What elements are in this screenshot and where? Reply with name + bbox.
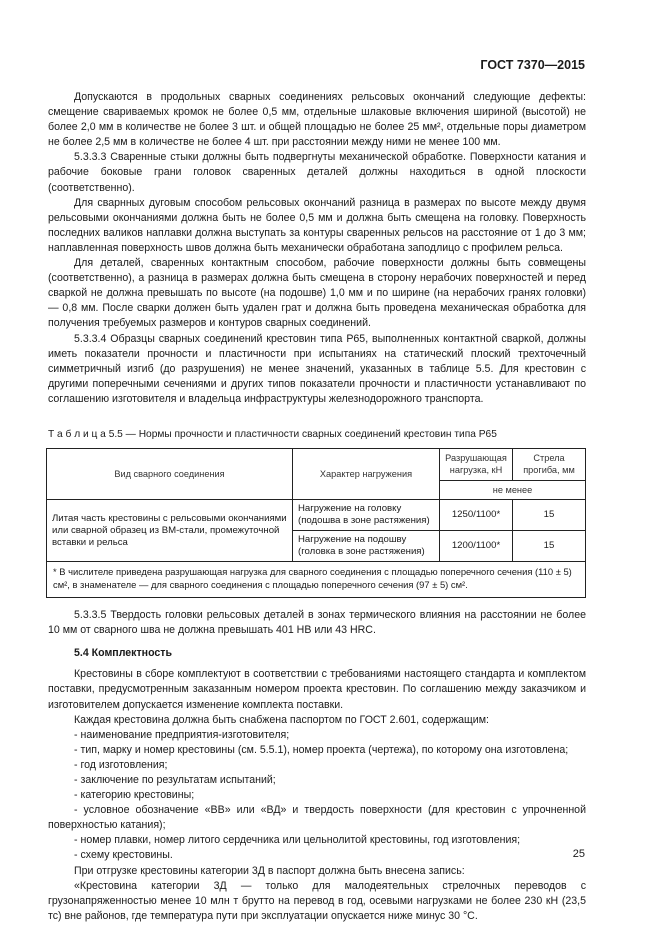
- cell-deflection: 15: [513, 531, 586, 562]
- header-deflection: Стрела прогиба, мм: [513, 449, 586, 481]
- list-item: - условное обозначение «ВВ» или «ВД» и твердость поверхности (для крестовин с упрочненной поверхностью катания);: [48, 804, 586, 832]
- list-item: - заключение по результатам испытаний;: [74, 774, 276, 786]
- paragraph: 5.3.3.4 Образцы сварных соединений крестовин типа Р65, выполненных контактной сваркой, должны иметь показатели прочности и пластичности при испытаниях на статический плоский трехточечный симметричный изгиб (до разрушения) не менее значений, указанных в таблице 5.5. Для крестовин с другими поперечными сечениями и других типов показатели прочности и пластичности устанавливают по соглашению изготовителя и владельца инфраструктуры железнодорожного транспорта.: [48, 332, 586, 405]
- paragraph: Допускаются в продольных сварных соединениях рельсовых окончаний следующие дефекты: смещение свариваемых кромок не более 0,5 мм, отдельные шлаковые включения шириной (высотой) не более 2,0 мм в количестве не более 3 шт. и общей площадью не более 25 мм², отдельные поры диаметром не более 2,5 мм в количестве не более 4 шт. при расстоянии между ними не менее 100 мм.: [48, 91, 586, 149]
- document-body: [48, 90, 586, 924]
- strength-table: [46, 448, 586, 598]
- list-item: - схему крестовины.: [74, 849, 173, 862]
- paragraph: Каждая крестовина должна быть снабжена паспортом по ГОСТ 2.601, содержащим:: [74, 713, 489, 726]
- header-load: Характер нагружения: [293, 449, 440, 500]
- paragraph: При отгрузке крестовины категории 3Д в паспорт должна быть внесена запись:: [74, 864, 465, 877]
- paragraph: Крестовины в сборе комплектуют в соответствии с требованиями настоящего стандарта и комплектом поставки, предусмотренным заказанным номером проекта крестовин. По соглашению между заказчиком и изготовителем допускается изменение комплекта поставки.: [48, 668, 586, 711]
- table-caption-text: 5.5 — Нормы прочности и пластичности сварных соединений крестовин типа Р65: [108, 428, 497, 440]
- paragraph: Для деталей, сваренных контактным способом, рабочие поверхности должны быть совмещены (соответственно), а разница в размерах должна быть смещена в сторону нерабочих поверхностей и перед сваркой не должна превышать по высоте (на подошве) 1,0 мм и по ширине (на нерабочих гранях головки) — 0,8 мм. После сварки должен быть удален грат и должна быть проведена механическая обработка для получения требуемых размеров и контуров сварных соединений.: [48, 257, 586, 330]
- paragraph: «Крестовина категории 3Д — только для малодеятельных стрелочных переводов с грузонапряженностью менее 10 млн т брутто на перевод в год, осевыми нагрузками не более 230 кН (23,5 тс) вне районов, где температура пути при эксплуатации опускается ниже минус 30 °С.: [48, 879, 586, 922]
- cell-load: Нагружение на подошву (головка в зоне растяжения): [293, 531, 440, 562]
- list-item: - наименование предприятия-изготовителя;: [74, 728, 290, 741]
- cell-break: 1250/1100*: [440, 500, 513, 531]
- page-number: 25: [572, 848, 585, 860]
- header-type: Вид сварного соединения: [47, 449, 293, 500]
- paragraph: 5.3.3.3 Сваренные стыки должны быть подвергнуты механической обработке. Поверхности катания и рабочие боковые грани головок сваренных деталей должны находиться в одной плоскости (соответственно).: [48, 151, 586, 194]
- table-row: [47, 500, 586, 531]
- paragraph: 5.3.3.5 Твердость головки рельсовых деталей в зонах термического влияния на расстоянии не более 10 мм от сварного шва не должна превышать 401 НВ или 43 HRC.: [48, 609, 586, 637]
- table-caption: [48, 427, 586, 442]
- list-item: - номер плавки, номер литого сердечника или цельнолитой крестовины, год изготовления;: [74, 834, 521, 847]
- cell-deflection: 15: [513, 500, 586, 531]
- cell-break: 1200/1100*: [440, 531, 513, 562]
- paragraph: Для сварнных дуговым способом рельсовых окончаний разница в размерах по высоте между двумя рельсовыми окончаниями должна быть не более 0,5 мм и должна быть смещена на головку. Поверхность последних валиков наплавки должна выступать за контуры сваренных рельсов на расстояние от 1 до 3 мм; наплавленная поверхность швов должна быть механически обработана заподлицо с профилем рельса.: [48, 196, 586, 254]
- list-item: - год изготовления;: [74, 758, 168, 771]
- table-caption-label: Т а б л и ц а: [48, 428, 106, 440]
- list-item: - категорию крестовины;: [74, 789, 195, 802]
- list-item: - тип, марку и номер крестовины (см. 5.5.1), номер проекта (чертежа), по которому она изготовлена;: [74, 743, 569, 756]
- cell-type: Литая часть крестовины с рельсовыми окончаниями или сварной образец из ВМ-стали, промежуточной вставки и рельса: [47, 500, 293, 562]
- cell-load: Нагружение на головку (подошва в зоне растяжения): [293, 500, 440, 531]
- header-not-less: не менее: [440, 480, 586, 499]
- header-break: Разрушающая нагрузка, кН: [440, 449, 513, 481]
- table-footnote: * В числителе приведена разрушающая нагрузка для сварного соединения с площадью поперечного сечения (110 ± 5) см², в знаменателе — для сварного соединения с площадью поперечного сечения (97 ± 5) см².: [47, 562, 586, 598]
- section-title: 5.4 Комплектность: [74, 647, 172, 660]
- document-header: ГОСТ 7370—2015: [480, 58, 585, 72]
